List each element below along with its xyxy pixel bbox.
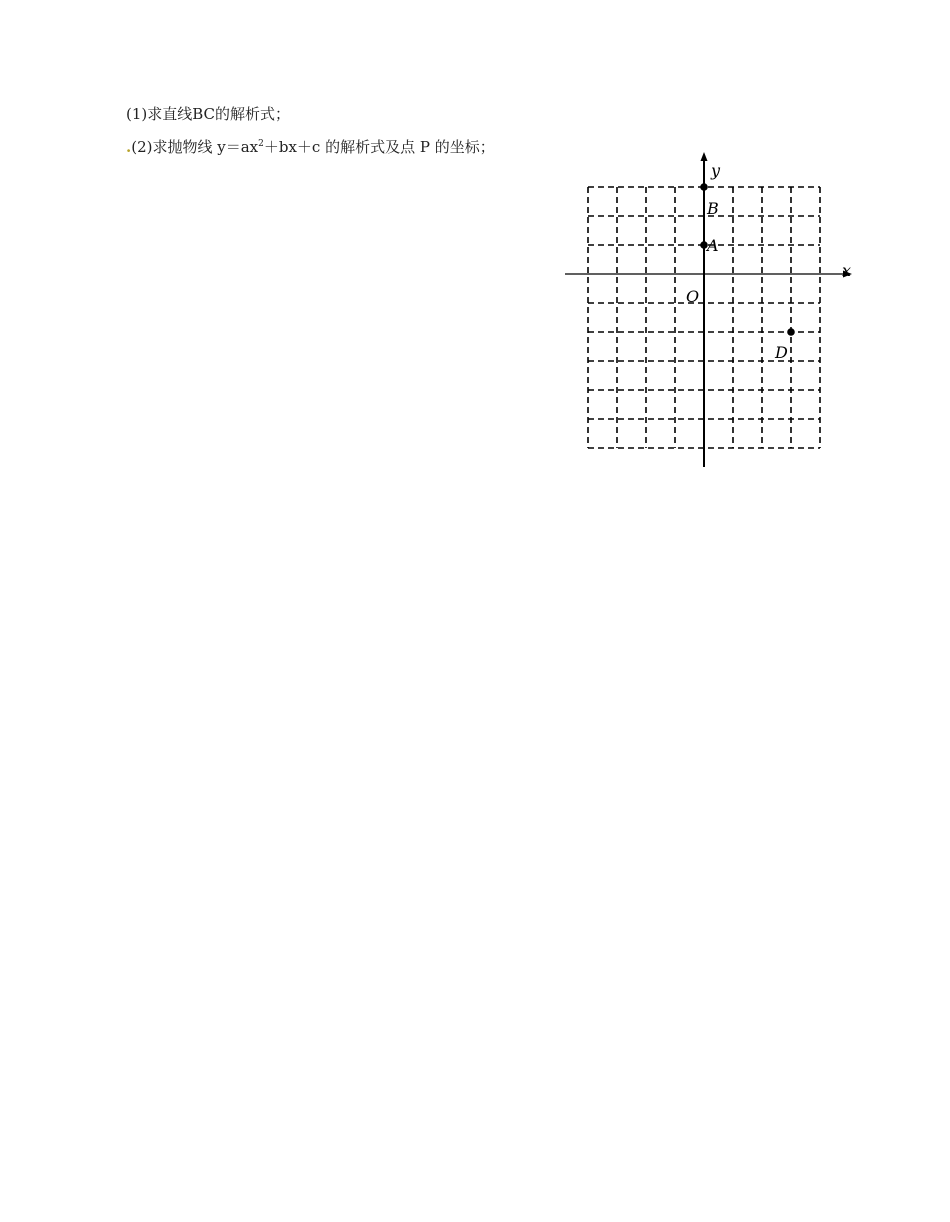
point-label-d: D [775,343,788,362]
point-b [700,183,708,191]
question-2-prefix: (2)求抛物线 y＝ax [131,138,259,156]
point-d [787,328,795,336]
coordinate-grid-figure [560,150,860,475]
bullet-marker: . [126,138,132,156]
origin-label: O [686,287,700,306]
point-label-a: A [707,236,719,255]
point-label-b: B [707,199,719,218]
question-2 [126,137,495,157]
question-2-suffix: ＋bx＋c 的解析式及点 P 的坐标； [263,138,495,156]
exponent: 2 [258,139,264,149]
question-1: (1)求直线BC的解析式； [126,105,291,123]
points [700,183,795,362]
y-axis-label: y [711,161,721,180]
x-axis-label: x [842,261,852,280]
y-axis-arrow [701,152,708,161]
